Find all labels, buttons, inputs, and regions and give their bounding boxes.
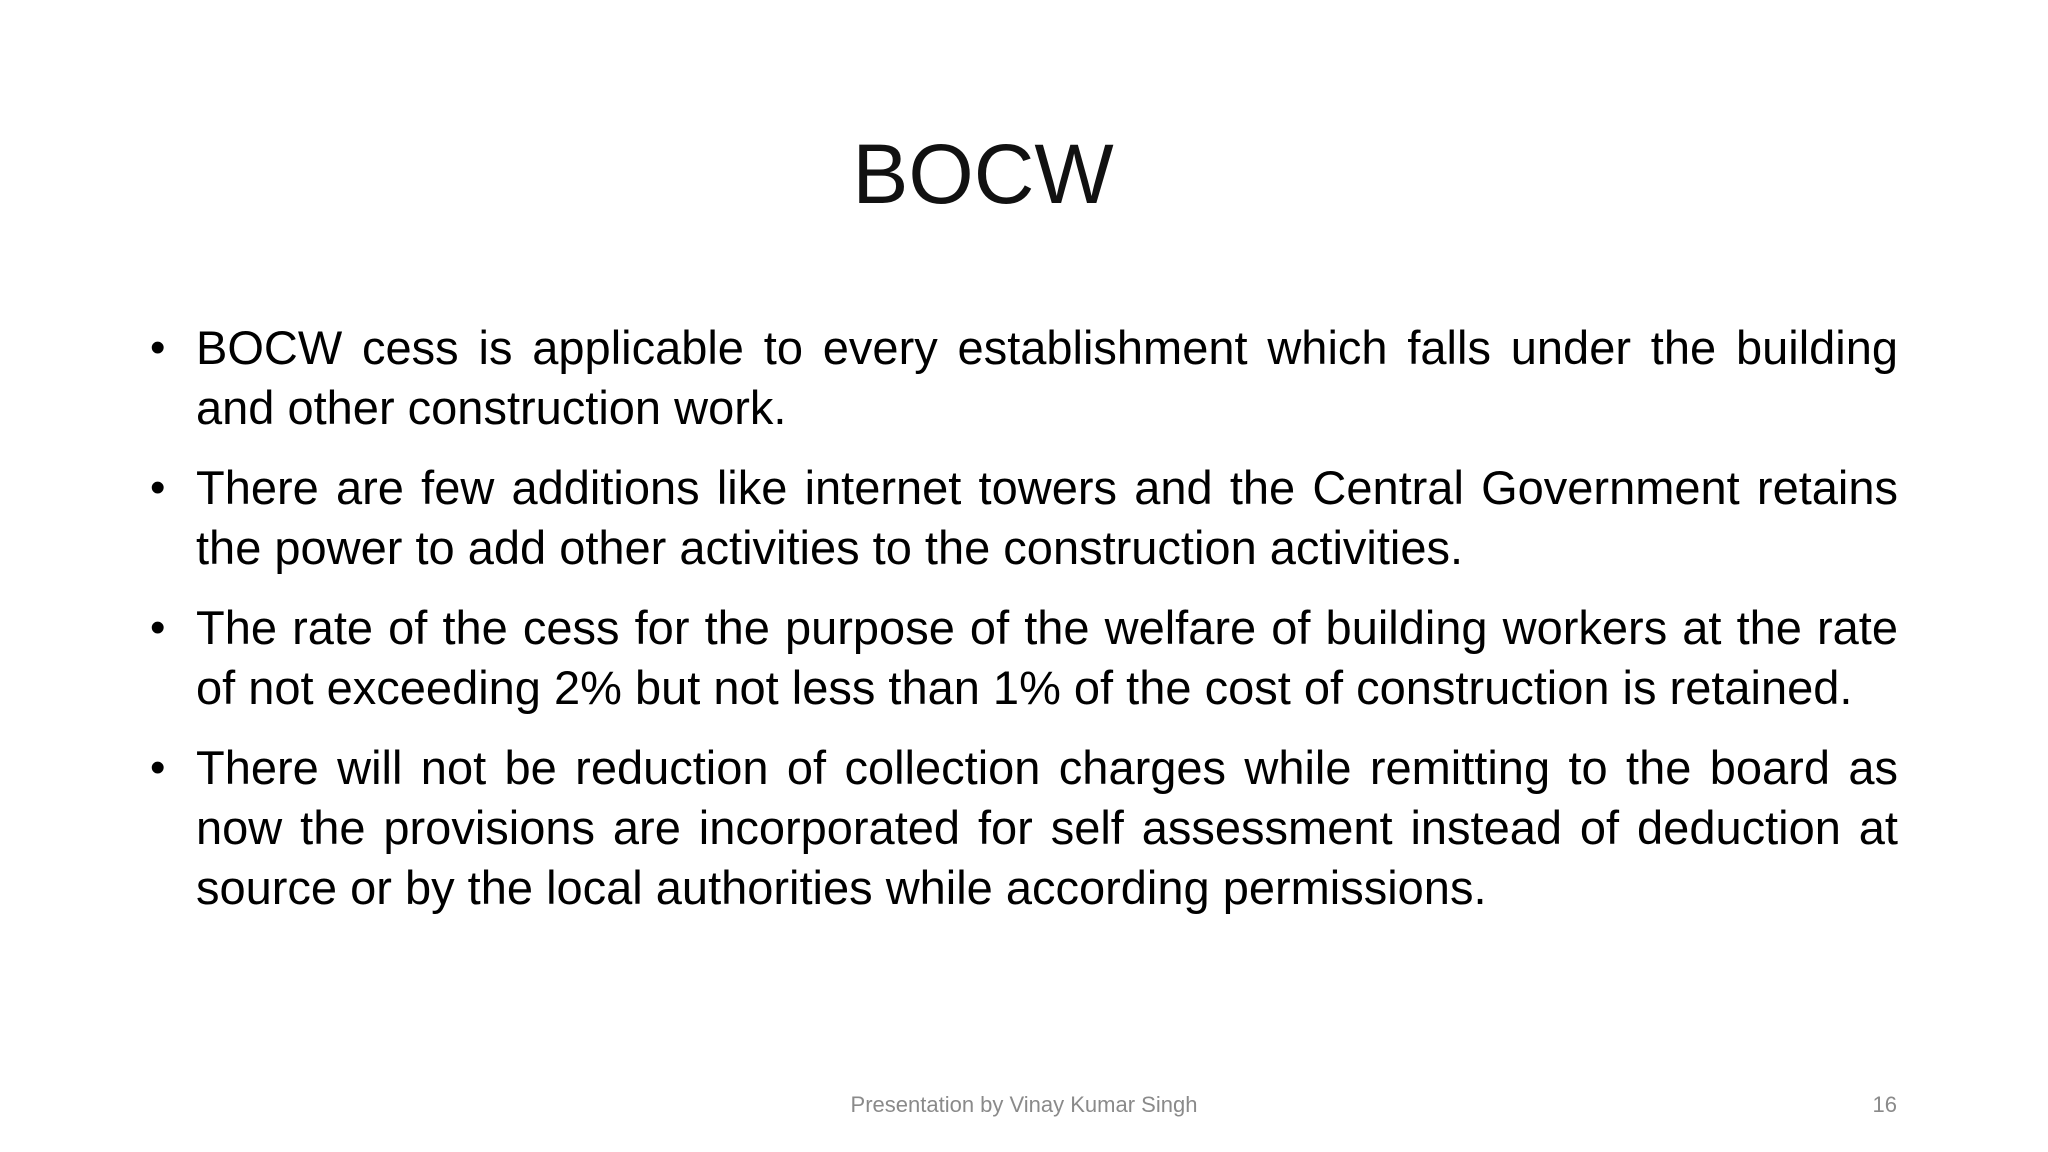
bullet-item — [150, 458, 1898, 578]
bullet-icon: • — [150, 603, 166, 652]
bullet-item — [150, 738, 1898, 918]
bullet-text: The rate of the cess for the purpose of the welfare of building workers at the rate of not exceeding 2% but not less than 1% of the cost of construction is retained. — [196, 601, 1898, 714]
slide-title: BOCW — [852, 127, 1114, 221]
bullet-icon: • — [150, 463, 166, 512]
bullet-icon: • — [150, 323, 166, 372]
bullet-icon: • — [150, 743, 166, 792]
bullet-item — [150, 598, 1898, 718]
bullet-text: There are few additions like internet towers and the Central Government retains the power to add other activities to the construction activities. — [196, 461, 1898, 574]
footer-presenter: Presentation by Vinay Kumar Singh — [850, 1092, 1198, 1117]
footer-page-number: 16 — [1872, 1092, 1897, 1117]
bullet-item — [150, 318, 1898, 438]
bullet-list — [150, 318, 1898, 938]
bullet-text: There will not be reduction of collection charges while remitting to the board as now the provisions are incorporated for self assessment instead of deduction at source or by the local authorities while according permissions. — [196, 741, 1898, 914]
bullet-text: BOCW cess is applicable to every establishment which falls under the building and other construction work. — [196, 321, 1898, 434]
